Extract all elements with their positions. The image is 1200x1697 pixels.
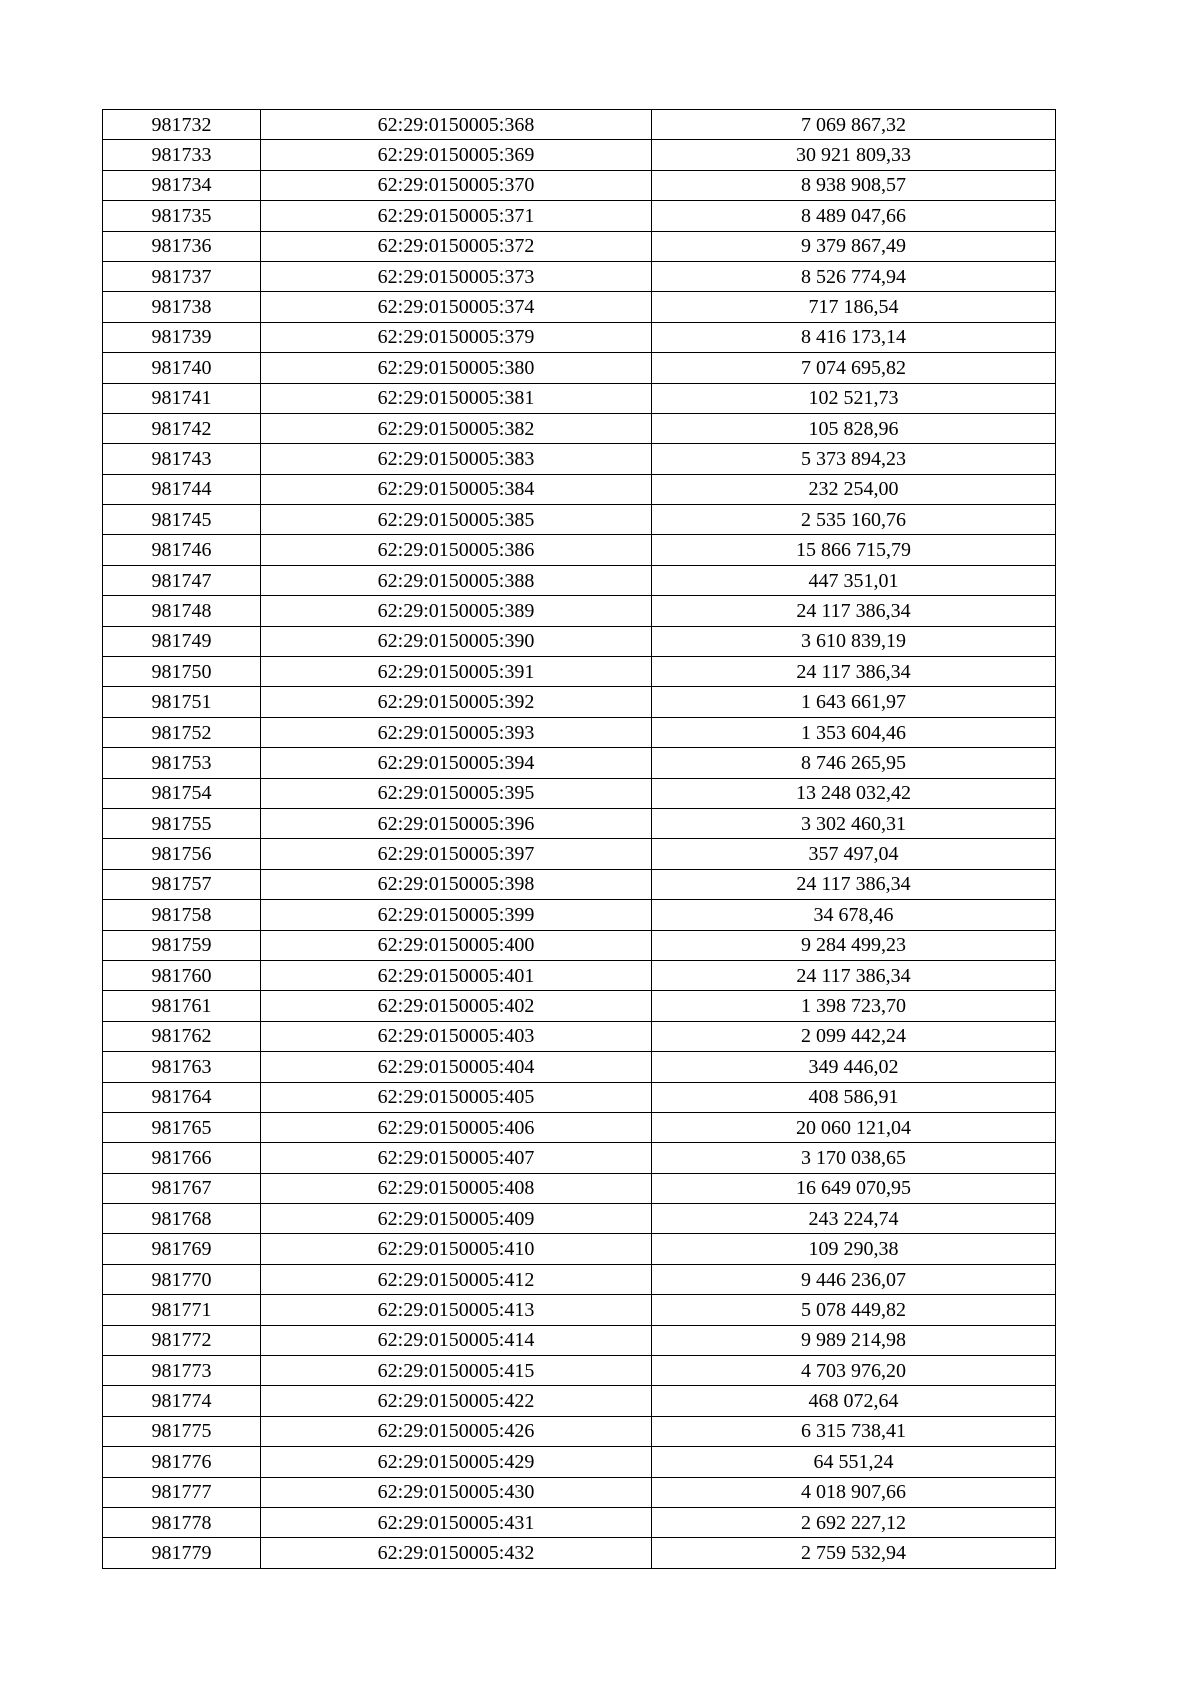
cadastral-number-cell: 62:29:0150005:382: [261, 413, 652, 443]
row-number-cell: 981735: [103, 201, 261, 231]
row-number-cell: 981742: [103, 413, 261, 443]
cadastral-value-cell: 5 373 894,23: [652, 444, 1056, 474]
cadastral-number-cell: 62:29:0150005:414: [261, 1325, 652, 1355]
cadastral-number-cell: 62:29:0150005:394: [261, 748, 652, 778]
cadastral-value-cell: 4 703 976,20: [652, 1356, 1056, 1386]
table-row: [103, 444, 1056, 474]
row-number-cell: 981740: [103, 353, 261, 383]
cadastral-value-cell: 8 416 173,14: [652, 322, 1056, 352]
cadastral-number-cell: 62:29:0150005:390: [261, 626, 652, 656]
row-number-cell: 981764: [103, 1082, 261, 1112]
cadastral-number-cell: 62:29:0150005:372: [261, 231, 652, 261]
cadastral-number-cell: 62:29:0150005:386: [261, 535, 652, 565]
table-row: [103, 930, 1056, 960]
table-row: [103, 657, 1056, 687]
table-row: [103, 808, 1056, 838]
table-row: [103, 383, 1056, 413]
table-row: [103, 1507, 1056, 1537]
row-number-cell: 981768: [103, 1204, 261, 1234]
table-row: [103, 1234, 1056, 1264]
cadastral-value-cell: 468 072,64: [652, 1386, 1056, 1416]
table-row: [103, 1325, 1056, 1355]
row-number-cell: 981770: [103, 1264, 261, 1294]
table-row: [103, 1204, 1056, 1234]
table-row: [103, 1416, 1056, 1446]
cadastral-value-cell: 102 521,73: [652, 383, 1056, 413]
cadastral-value-cell: 24 117 386,34: [652, 657, 1056, 687]
cadastral-number-cell: 62:29:0150005:402: [261, 991, 652, 1021]
cadastral-value-cell: 1 398 723,70: [652, 991, 1056, 1021]
cadastral-value-cell: 8 489 047,66: [652, 201, 1056, 231]
cadastral-number-cell: 62:29:0150005:415: [261, 1356, 652, 1386]
cadastral-value-cell: 20 060 121,04: [652, 1112, 1056, 1142]
cadastral-value-cell: 5 078 449,82: [652, 1295, 1056, 1325]
row-number-cell: 981754: [103, 778, 261, 808]
row-number-cell: 981763: [103, 1052, 261, 1082]
row-number-cell: 981771: [103, 1295, 261, 1325]
row-number-cell: 981773: [103, 1356, 261, 1386]
cadastral-value-cell: 243 224,74: [652, 1204, 1056, 1234]
table-row: [103, 261, 1056, 291]
cadastral-value-cell: 232 254,00: [652, 474, 1056, 504]
cadastral-number-cell: 62:29:0150005:393: [261, 717, 652, 747]
cadastral-number-cell: 62:29:0150005:369: [261, 140, 652, 170]
row-number-cell: 981772: [103, 1325, 261, 1355]
cadastral-value-cell: 24 117 386,34: [652, 596, 1056, 626]
cadastral-value-cell: 4 018 907,66: [652, 1477, 1056, 1507]
cadastral-value-cell: 24 117 386,34: [652, 869, 1056, 899]
table-row: [103, 900, 1056, 930]
cadastral-value-cell: 34 678,46: [652, 900, 1056, 930]
row-number-cell: 981762: [103, 1021, 261, 1051]
cadastral-value-cell: 3 302 460,31: [652, 808, 1056, 838]
cadastral-number-cell: 62:29:0150005:388: [261, 565, 652, 595]
cadastral-number-cell: 62:29:0150005:407: [261, 1143, 652, 1173]
row-number-cell: 981747: [103, 565, 261, 595]
row-number-cell: 981748: [103, 596, 261, 626]
table-row: [103, 869, 1056, 899]
table-row: [103, 474, 1056, 504]
cadastral-value-cell: 8 746 265,95: [652, 748, 1056, 778]
cadastral-number-cell: 62:29:0150005:370: [261, 170, 652, 200]
table-row: [103, 1112, 1056, 1142]
row-number-cell: 981761: [103, 991, 261, 1021]
row-number-cell: 981741: [103, 383, 261, 413]
cadastral-number-cell: 62:29:0150005:391: [261, 657, 652, 687]
cadastral-value-cell: 8 526 774,94: [652, 261, 1056, 291]
table-row: [103, 535, 1056, 565]
row-number-cell: 981756: [103, 839, 261, 869]
cadastral-value-cell: 13 248 032,42: [652, 778, 1056, 808]
cadastral-number-cell: 62:29:0150005:422: [261, 1386, 652, 1416]
table-row: [103, 170, 1056, 200]
table-row: [103, 322, 1056, 352]
table-row: [103, 1356, 1056, 1386]
row-number-cell: 981767: [103, 1173, 261, 1203]
row-number-cell: 981777: [103, 1477, 261, 1507]
table-row: [103, 1477, 1056, 1507]
table-row: [103, 748, 1056, 778]
cadastral-number-cell: 62:29:0150005:380: [261, 353, 652, 383]
cadastral-number-cell: 62:29:0150005:400: [261, 930, 652, 960]
table-row: [103, 626, 1056, 656]
row-number-cell: 981734: [103, 170, 261, 200]
table-row: [103, 505, 1056, 535]
cadastral-value-cell: 30 921 809,33: [652, 140, 1056, 170]
row-number-cell: 981769: [103, 1234, 261, 1264]
cadastral-number-cell: 62:29:0150005:403: [261, 1021, 652, 1051]
cadastral-number-cell: 62:29:0150005:408: [261, 1173, 652, 1203]
table-row: [103, 231, 1056, 261]
cadastral-value-cell: 15 866 715,79: [652, 535, 1056, 565]
row-number-cell: 981744: [103, 474, 261, 504]
row-number-cell: 981738: [103, 292, 261, 322]
cadastral-value-cell: 109 290,38: [652, 1234, 1056, 1264]
table-row: [103, 1386, 1056, 1416]
table-row: [103, 140, 1056, 170]
cadastral-value-cell: 2 099 442,24: [652, 1021, 1056, 1051]
row-number-cell: 981759: [103, 930, 261, 960]
cadastral-value-cell: 2 759 532,94: [652, 1538, 1056, 1568]
cadastral-value-cell: 9 284 499,23: [652, 930, 1056, 960]
row-number-cell: 981750: [103, 657, 261, 687]
cadastral-value-cell: 2 692 227,12: [652, 1507, 1056, 1537]
row-number-cell: 981732: [103, 110, 261, 140]
cadastral-number-cell: 62:29:0150005:432: [261, 1538, 652, 1568]
cadastral-value-cell: 7 074 695,82: [652, 353, 1056, 383]
cadastral-number-cell: 62:29:0150005:389: [261, 596, 652, 626]
cadastral-number-cell: 62:29:0150005:406: [261, 1112, 652, 1142]
row-number-cell: 981737: [103, 261, 261, 291]
row-number-cell: 981746: [103, 535, 261, 565]
table-row: [103, 565, 1056, 595]
cadastral-value-cell: 2 535 160,76: [652, 505, 1056, 535]
row-number-cell: 981775: [103, 1416, 261, 1446]
cadastral-number-cell: 62:29:0150005:371: [261, 201, 652, 231]
row-number-cell: 981755: [103, 808, 261, 838]
table-row: [103, 687, 1056, 717]
cadastral-number-cell: 62:29:0150005:399: [261, 900, 652, 930]
cadastral-number-cell: 62:29:0150005:397: [261, 839, 652, 869]
table-row: [103, 1173, 1056, 1203]
table-row: [103, 960, 1056, 990]
table-row: [103, 201, 1056, 231]
row-number-cell: 981774: [103, 1386, 261, 1416]
cadastral-value-cell: 3 170 038,65: [652, 1143, 1056, 1173]
row-number-cell: 981739: [103, 322, 261, 352]
cadastral-value-cell: 9 989 214,98: [652, 1325, 1056, 1355]
cadastral-number-cell: 62:29:0150005:404: [261, 1052, 652, 1082]
cadastral-value-cell: 447 351,01: [652, 565, 1056, 595]
cadastral-number-cell: 62:29:0150005:405: [261, 1082, 652, 1112]
table-body: [103, 110, 1056, 1569]
cadastral-value-cell: 717 186,54: [652, 292, 1056, 322]
table-row: [103, 717, 1056, 747]
cadastral-number-cell: 62:29:0150005:383: [261, 444, 652, 474]
row-number-cell: 981733: [103, 140, 261, 170]
row-number-cell: 981760: [103, 960, 261, 990]
cadastral-value-cell: 3 610 839,19: [652, 626, 1056, 656]
table-row: [103, 1447, 1056, 1477]
cadastral-value-cell: 357 497,04: [652, 839, 1056, 869]
row-number-cell: 981745: [103, 505, 261, 535]
table-row: [103, 839, 1056, 869]
row-number-cell: 981776: [103, 1447, 261, 1477]
cadastral-value-cell: 8 938 908,57: [652, 170, 1056, 200]
cadastral-value-cell: 24 117 386,34: [652, 960, 1056, 990]
cadastral-value-cell: 6 315 738,41: [652, 1416, 1056, 1446]
table-row: [103, 110, 1056, 140]
row-number-cell: 981779: [103, 1538, 261, 1568]
cadastral-number-cell: 62:29:0150005:398: [261, 869, 652, 899]
cadastral-number-cell: 62:29:0150005:374: [261, 292, 652, 322]
table-row: [103, 1264, 1056, 1294]
cadastral-value-cell: 1 643 661,97: [652, 687, 1056, 717]
cadastral-value-cell: 105 828,96: [652, 413, 1056, 443]
cadastral-number-cell: 62:29:0150005:426: [261, 1416, 652, 1446]
table-row: [103, 1021, 1056, 1051]
cadastral-value-cell: 64 551,24: [652, 1447, 1056, 1477]
cadastral-value-cell: 349 446,02: [652, 1052, 1056, 1082]
cadastral-number-cell: 62:29:0150005:385: [261, 505, 652, 535]
cadastral-number-cell: 62:29:0150005:429: [261, 1447, 652, 1477]
table-row: [103, 292, 1056, 322]
row-number-cell: 981765: [103, 1112, 261, 1142]
table-row: [103, 1082, 1056, 1112]
cadastral-value-cell: 1 353 604,46: [652, 717, 1056, 747]
table-row: [103, 596, 1056, 626]
row-number-cell: 981766: [103, 1143, 261, 1173]
row-number-cell: 981753: [103, 748, 261, 778]
cadastral-number-cell: 62:29:0150005:412: [261, 1264, 652, 1294]
row-number-cell: 981758: [103, 900, 261, 930]
cadastral-value-cell: 9 446 236,07: [652, 1264, 1056, 1294]
cadastral-value-table: [102, 109, 1056, 1569]
table-row: [103, 1295, 1056, 1325]
cadastral-number-cell: 62:29:0150005:413: [261, 1295, 652, 1325]
cadastral-value-cell: 9 379 867,49: [652, 231, 1056, 261]
cadastral-number-cell: 62:29:0150005:384: [261, 474, 652, 504]
table-row: [103, 1143, 1056, 1173]
table-row: [103, 413, 1056, 443]
cadastral-number-cell: 62:29:0150005:431: [261, 1507, 652, 1537]
cadastral-number-cell: 62:29:0150005:368: [261, 110, 652, 140]
cadastral-number-cell: 62:29:0150005:430: [261, 1477, 652, 1507]
cadastral-number-cell: 62:29:0150005:379: [261, 322, 652, 352]
table-row: [103, 991, 1056, 1021]
row-number-cell: 981778: [103, 1507, 261, 1537]
table-row: [103, 778, 1056, 808]
cadastral-value-cell: 408 586,91: [652, 1082, 1056, 1112]
cadastral-number-cell: 62:29:0150005:410: [261, 1234, 652, 1264]
cadastral-number-cell: 62:29:0150005:395: [261, 778, 652, 808]
cadastral-number-cell: 62:29:0150005:409: [261, 1204, 652, 1234]
table-row: [103, 353, 1056, 383]
row-number-cell: 981749: [103, 626, 261, 656]
row-number-cell: 981757: [103, 869, 261, 899]
cadastral-number-cell: 62:29:0150005:392: [261, 687, 652, 717]
table-row: [103, 1538, 1056, 1568]
cadastral-number-cell: 62:29:0150005:381: [261, 383, 652, 413]
cadastral-number-cell: 62:29:0150005:396: [261, 808, 652, 838]
cadastral-value-cell: 7 069 867,32: [652, 110, 1056, 140]
cadastral-value-cell: 16 649 070,95: [652, 1173, 1056, 1203]
cadastral-number-cell: 62:29:0150005:401: [261, 960, 652, 990]
row-number-cell: 981736: [103, 231, 261, 261]
row-number-cell: 981752: [103, 717, 261, 747]
table-row: [103, 1052, 1056, 1082]
row-number-cell: 981751: [103, 687, 261, 717]
cadastral-number-cell: 62:29:0150005:373: [261, 261, 652, 291]
row-number-cell: 981743: [103, 444, 261, 474]
